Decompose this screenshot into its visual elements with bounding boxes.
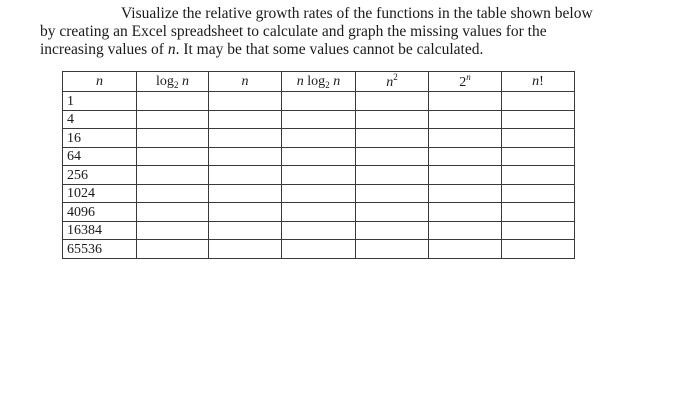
empty-cell [282, 147, 356, 166]
table-row [63, 92, 575, 111]
empty-cell [137, 92, 209, 111]
instructions-line-3-end: . It may be that some values cannot be calculated. [175, 41, 484, 58]
table-row [63, 129, 575, 148]
empty-cell [356, 221, 429, 240]
header-n [63, 72, 137, 92]
header-nlog-var: n [296, 73, 304, 89]
header-pow2-base: 2 [459, 75, 467, 90]
empty-cell [502, 110, 575, 129]
empty-cell [429, 110, 502, 129]
empty-cell [209, 184, 282, 203]
n-value-cell: 64 [63, 147, 137, 166]
empty-cell [356, 240, 429, 259]
table-header-row [63, 72, 575, 92]
header-n-squared [356, 72, 429, 92]
header-nsq-base: n [386, 75, 394, 90]
instructions-paragraph [40, 5, 640, 59]
empty-cell [502, 203, 575, 222]
empty-cell [137, 221, 209, 240]
instructions-line-3 [40, 41, 640, 59]
header-n-log2-n [282, 72, 356, 92]
empty-cell [429, 147, 502, 166]
header-two-pow-n [429, 72, 502, 92]
empty-cell [282, 92, 356, 111]
n-value-cell: 256 [63, 166, 137, 185]
table-row [63, 184, 575, 203]
empty-cell [502, 240, 575, 259]
empty-cell [209, 221, 282, 240]
empty-cell [137, 166, 209, 185]
empty-cell [356, 203, 429, 222]
header-fact-sym: ! [539, 73, 544, 89]
header-n-linear [209, 72, 282, 92]
empty-cell [356, 166, 429, 185]
empty-cell [356, 110, 429, 129]
header-log2-n [137, 72, 209, 92]
empty-cell [137, 147, 209, 166]
empty-cell [137, 184, 209, 203]
header-nlog-base: log [307, 73, 326, 89]
empty-cell [502, 166, 575, 185]
empty-cell [209, 110, 282, 129]
empty-cell [356, 129, 429, 148]
empty-cell [137, 203, 209, 222]
header-pow2-sup: n [466, 72, 471, 82]
header-nsq-sup: 2 [393, 72, 398, 82]
header-log2-base: log [156, 73, 174, 89]
empty-cell [429, 166, 502, 185]
empty-cell [282, 184, 356, 203]
header-n-factorial [502, 72, 575, 92]
empty-cell [356, 147, 429, 166]
empty-cell [209, 92, 282, 111]
header-log2-sub: 2 [173, 79, 179, 90]
header-nlog-sub: 2 [325, 79, 330, 90]
empty-cell [356, 92, 429, 111]
table-row [63, 221, 575, 240]
growth-rate-table [62, 71, 575, 259]
instructions-line-1: Visualize the relative growth rates of the functions in the table shown below [121, 5, 593, 22]
empty-cell [429, 221, 502, 240]
table-row [63, 166, 575, 185]
empty-cell [209, 129, 282, 148]
header-nlog-var2: n [333, 73, 341, 89]
empty-cell [356, 184, 429, 203]
n-value-cell: 16384 [63, 221, 137, 240]
instructions-n-variable: n [167, 41, 176, 58]
table-row [63, 110, 575, 129]
n-value-cell: 4 [63, 110, 137, 129]
n-value-cell: 4096 [63, 203, 137, 222]
empty-cell [502, 184, 575, 203]
empty-cell [429, 203, 502, 222]
empty-cell [502, 221, 575, 240]
n-value-cell: 1024 [63, 184, 137, 203]
empty-cell [429, 240, 502, 259]
empty-cell [209, 166, 282, 185]
n-value-cell: 65536 [63, 240, 137, 259]
empty-cell [282, 221, 356, 240]
empty-cell [282, 240, 356, 259]
empty-cell [209, 203, 282, 222]
empty-cell [282, 166, 356, 185]
empty-cell [429, 92, 502, 111]
empty-cell [282, 129, 356, 148]
table-row [63, 203, 575, 222]
empty-cell [502, 147, 575, 166]
empty-cell [502, 92, 575, 111]
empty-cell [429, 129, 502, 148]
table-row [63, 147, 575, 166]
empty-cell [502, 129, 575, 148]
n-value-cell: 16 [63, 129, 137, 148]
n-value-cell: 1 [63, 92, 137, 111]
header-n-linear-var: n [241, 73, 249, 89]
empty-cell [282, 203, 356, 222]
header-fact-var: n [532, 73, 540, 89]
instructions-line-2: by creating an Excel spreadsheet to calculate and graph the missing values for the [40, 23, 547, 40]
empty-cell [137, 240, 209, 259]
instructions-line-3-start: increasing values of [40, 41, 168, 58]
header-n-var: n [96, 73, 103, 89]
empty-cell [209, 147, 282, 166]
table-row [63, 240, 575, 259]
empty-cell [137, 129, 209, 148]
empty-cell [209, 240, 282, 259]
empty-cell [282, 110, 356, 129]
empty-cell [137, 110, 209, 129]
header-log2-var: n [181, 73, 189, 89]
empty-cell [429, 184, 502, 203]
